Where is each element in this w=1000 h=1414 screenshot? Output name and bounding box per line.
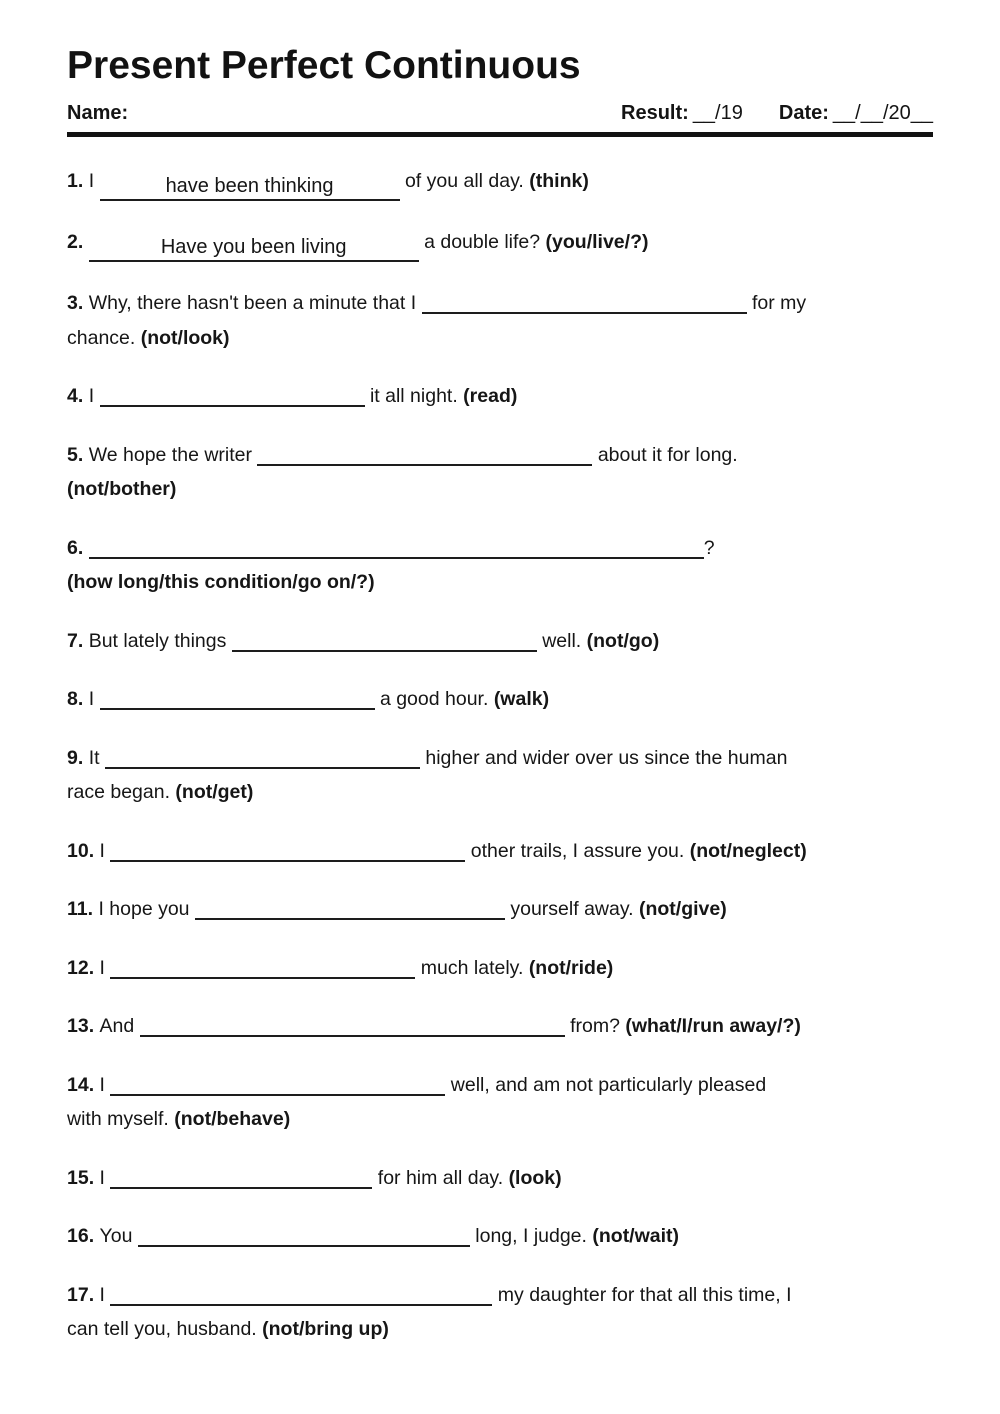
verb-hint: (not/ride)	[528, 956, 614, 979]
answer-blank[interactable]	[140, 1009, 565, 1037]
verb-hint: (not/bring up)	[262, 1318, 389, 1340]
question-number: 7.	[67, 629, 89, 652]
verb-hint: (not/behave)	[174, 1108, 291, 1130]
answer-blank[interactable]	[138, 1219, 470, 1247]
question-text: I hope you	[98, 898, 195, 920]
question-6	[67, 531, 933, 600]
question-text: long, I judge.	[469, 1225, 593, 1247]
question-text: It	[88, 746, 105, 769]
answer-blank[interactable]	[422, 286, 747, 314]
question-number: 1.	[67, 170, 89, 192]
result-value: __/19	[692, 102, 743, 124]
answer-blank[interactable]	[110, 1068, 445, 1096]
question-text: chance.	[67, 326, 141, 349]
question-text: I	[88, 170, 100, 192]
question-4	[67, 379, 933, 414]
answer-blank[interactable]	[100, 173, 400, 201]
question-text: yourself away.	[504, 898, 639, 920]
verb-hint: (not/neglect)	[689, 839, 807, 862]
question-16	[67, 1219, 933, 1254]
question-text: a double life?	[418, 231, 546, 253]
verb-hint: (not/give)	[638, 898, 727, 920]
question-text: ?	[703, 536, 715, 559]
questions	[67, 164, 933, 1347]
question-3	[67, 286, 933, 355]
question-text: I	[99, 1283, 111, 1306]
question-number: 13.	[67, 1015, 100, 1037]
question-number: 11.	[67, 898, 99, 920]
answer-blank[interactable]	[110, 1161, 372, 1189]
verb-hint: (think)	[529, 170, 589, 192]
answer-text: have been thinking	[165, 175, 334, 197]
answer-blank[interactable]	[89, 234, 419, 262]
header-divider	[67, 132, 933, 137]
question-text: I	[99, 839, 111, 862]
question-10	[67, 834, 933, 869]
verb-hint: (you/live/?)	[545, 231, 649, 253]
verb-hint: (not/look)	[140, 326, 230, 349]
verb-hint: (read)	[463, 385, 518, 407]
answer-blank[interactable]	[257, 438, 592, 466]
answer-blank[interactable]	[232, 624, 537, 652]
page-title: Present Perfect Continuous	[67, 44, 581, 87]
question-text: for my	[746, 292, 807, 314]
name-label: Name:	[67, 102, 129, 124]
question-text: You	[99, 1225, 138, 1247]
verb-hint: (not/wait)	[592, 1225, 680, 1247]
question-text: much lately.	[415, 956, 529, 979]
question-number: 2.	[67, 231, 89, 253]
question-text: it all night.	[364, 385, 464, 407]
question-number: 5.	[67, 443, 89, 466]
question-text: about it for long.	[592, 443, 738, 466]
answer-blank[interactable]	[110, 1278, 492, 1306]
question-number: 3.	[67, 292, 89, 314]
question-text: can tell you, husband.	[67, 1318, 263, 1340]
question-text: other trails, I assure you.	[465, 839, 690, 862]
question-12	[67, 951, 933, 986]
question-13	[67, 1009, 933, 1044]
question-text: I	[88, 688, 100, 710]
worksheet-header	[67, 102, 933, 125]
question-14	[67, 1068, 933, 1137]
date-group	[779, 102, 933, 125]
question-number: 17.	[67, 1283, 100, 1306]
question-text: race began.	[67, 781, 176, 803]
question-text: well, and am not particularly pleased	[445, 1073, 767, 1096]
question-text: Why, there hasn't been a minute that I	[88, 292, 422, 314]
question-15	[67, 1161, 933, 1196]
question-text: a good hour.	[374, 688, 494, 710]
question-number: 6.	[67, 536, 89, 559]
verb-hint: (not/get)	[175, 781, 254, 803]
verb-hint: (how long/this condition/go on/?)	[67, 571, 375, 593]
answer-blank[interactable]	[110, 834, 465, 862]
question-1	[67, 164, 933, 201]
question-number: 16.	[67, 1225, 100, 1247]
result-group	[621, 102, 743, 125]
question-text: well.	[536, 629, 587, 652]
date-label: Date:	[778, 102, 829, 124]
question-text: I	[88, 385, 100, 407]
answer-blank[interactable]	[100, 682, 375, 710]
question-2	[67, 225, 933, 262]
result-label: Result:	[621, 102, 689, 124]
verb-hint: (not/go)	[586, 629, 660, 652]
question-number: 8.	[67, 688, 89, 710]
question-number: 12.	[67, 956, 100, 979]
question-7	[67, 624, 933, 659]
question-number: 9.	[67, 746, 89, 769]
question-17	[67, 1278, 933, 1347]
question-text: of you all day.	[399, 170, 530, 192]
answer-blank[interactable]	[89, 531, 704, 559]
answer-text: Have you been living	[160, 236, 347, 258]
answer-blank[interactable]	[110, 951, 415, 979]
question-8	[67, 682, 933, 717]
question-number: 4.	[67, 385, 89, 407]
question-text: from?	[564, 1015, 626, 1037]
date-value: __/__/20__	[832, 102, 933, 124]
question-text: I	[99, 1166, 111, 1189]
verb-hint: (what/I/run away/?)	[625, 1015, 801, 1037]
answer-blank[interactable]	[105, 741, 420, 769]
question-text: my daughter for that all this time, I	[492, 1283, 792, 1306]
question-text: with myself.	[67, 1108, 175, 1130]
question-number: 15.	[67, 1166, 100, 1189]
question-5	[67, 438, 933, 507]
verb-hint: (walk)	[493, 688, 550, 710]
question-number: 14.	[67, 1073, 100, 1096]
question-text: higher and wider over us since the human	[419, 746, 788, 769]
question-text: We hope the writer	[88, 443, 258, 466]
verb-hint: (look)	[508, 1166, 562, 1189]
question-text: I	[99, 956, 111, 979]
question-number: 10.	[67, 839, 100, 862]
answer-blank[interactable]	[100, 379, 365, 407]
verb-hint: (not/bother)	[67, 478, 177, 500]
question-text: And	[99, 1015, 140, 1037]
question-text: for him all day.	[372, 1166, 509, 1189]
question-text: I	[99, 1073, 111, 1096]
question-9	[67, 741, 933, 810]
question-text: But lately things	[88, 629, 232, 652]
header-right-group	[621, 102, 933, 125]
answer-blank[interactable]	[195, 892, 505, 920]
question-11	[67, 892, 933, 927]
